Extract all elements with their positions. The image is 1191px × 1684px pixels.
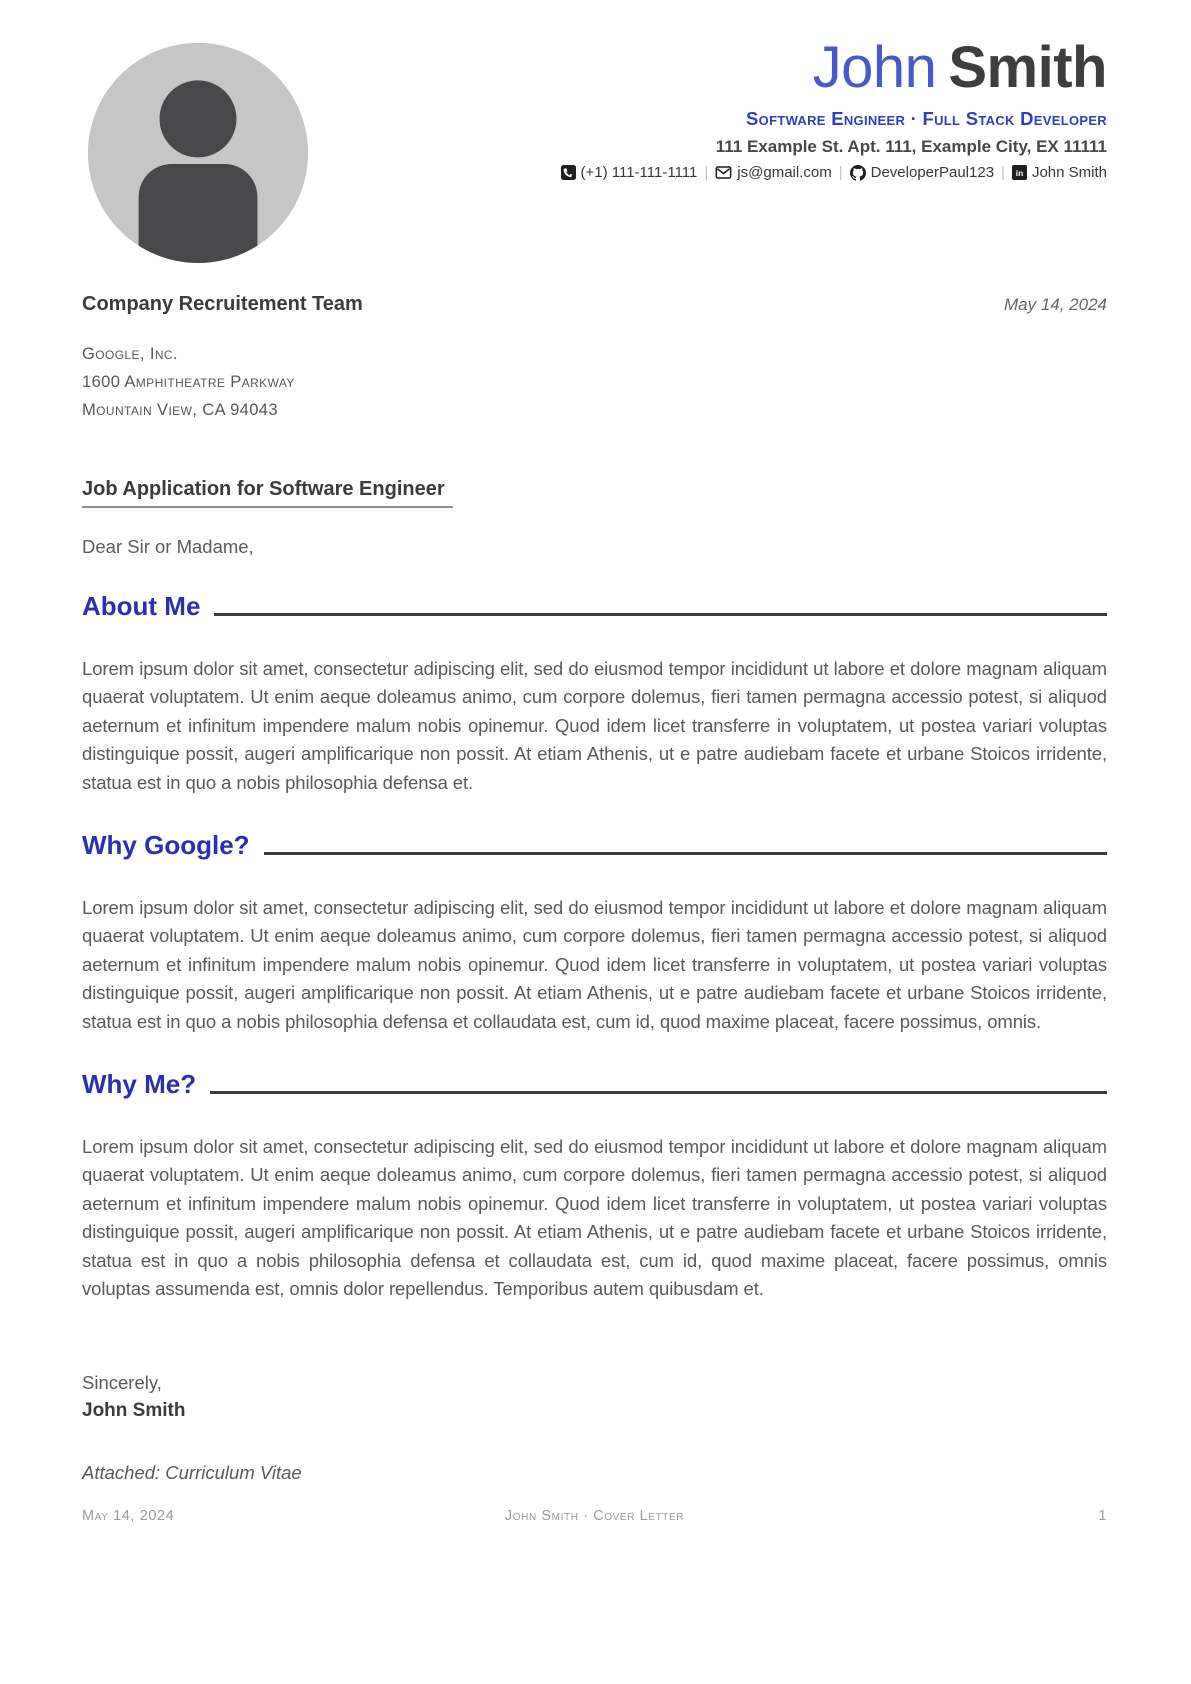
first-name: John bbox=[812, 35, 937, 100]
github-contact[interactable] bbox=[850, 164, 994, 181]
contact-separator: | bbox=[838, 164, 843, 182]
signature-name: John Smith bbox=[82, 1399, 186, 1421]
section-why-google bbox=[82, 832, 1107, 1036]
recipient-title: Company Recruitement Team bbox=[82, 293, 363, 315]
email-contact[interactable] bbox=[715, 164, 831, 181]
footer-title: John Smith · Cover Letter bbox=[504, 1508, 685, 1524]
phone-icon bbox=[561, 165, 576, 180]
email-address: js@gmail.com bbox=[737, 164, 832, 182]
section-rule bbox=[210, 1091, 1107, 1094]
phone-contact[interactable] bbox=[561, 164, 698, 181]
section-rule bbox=[264, 852, 1107, 855]
page-footer bbox=[82, 1508, 1107, 1524]
valediction: Sincerely, bbox=[82, 1371, 162, 1393]
linkedin-name: John Smith bbox=[1031, 164, 1107, 182]
header bbox=[82, 0, 1107, 263]
greeting: Dear Sir or Madame, bbox=[82, 536, 254, 557]
contact-separator: | bbox=[704, 164, 709, 182]
last-name: Smith bbox=[948, 35, 1107, 100]
profile-photo bbox=[88, 43, 308, 263]
recipient-header bbox=[82, 293, 1107, 316]
section-paragraph: Lorem ipsum dolor sit amet, consectetur adipiscing elit, sed do eiusmod tempor incididunt ut labore et dolore magnam aliquam quaerat voluptatem. Ut enim aeque doleamus animo, cum corpore dolemus, fieri tamen permagna accessio potest, si aliquod aeternum et infinitum impendere malum nobis opinemur. Quod idem licet transferre in voluptatem, ut postea variari voluptas distinguique possit, augeri amplificarique non possit. At etiam Athenis, ut e patre audiebam facete et urbane Stoicos irridente, statua est in quo a nobis philosophia defensa et collaudata est, cum id, quod maxime placeat, facere possimus, omnis. bbox=[82, 897, 1107, 1032]
footer-page-number: 1 bbox=[1098, 1508, 1107, 1524]
linkedin-icon bbox=[1012, 165, 1027, 180]
section-title: Why Google? bbox=[82, 830, 250, 861]
section-rule bbox=[214, 613, 1107, 616]
letter-date: May 14, 2024 bbox=[1003, 295, 1107, 314]
recipient-street: 1600 Amphitheatre Parkway bbox=[82, 373, 295, 391]
contact-separator: | bbox=[1001, 164, 1005, 182]
street-address: 111 Example St. Apt. 111, Example City, EX 11111 bbox=[715, 137, 1107, 157]
contact-row bbox=[561, 164, 1108, 181]
section-title: Why Me? bbox=[82, 1069, 197, 1100]
attachment-note: Attached: Curriculum Vitae bbox=[82, 1461, 302, 1483]
github-username: DeveloperPaul123 bbox=[870, 164, 995, 182]
position-title: Software Engineer · Full Stack Developer bbox=[746, 108, 1107, 130]
recipient-city: Mountain View, CA 94043 bbox=[82, 401, 278, 419]
section-paragraph: Lorem ipsum dolor sit amet, consectetur adipiscing elit, sed do eiusmod tempor incididunt ut labore et dolore magnam aliquam quaerat voluptatem. Ut enim aeque doleamus animo, cum corpore dolemus, fieri tamen permagna accessio potest, si aliquod aeternum et infinitum impendere malum nobis opinemur. Quod idem licet transferre in voluptatem, ut postea variari voluptas distinguique possit, augeri amplificarique non possit. At etiam Athenis, ut e patre audiebam facete et urbane Stoicos irridente, statua est in quo a nobis philosophia defensa et collaudata est, cum id, quod maxime placeat, facere possimus, omnis voluptas assumenda est, omnis dolor repellendus. Temporibus autem quibusdam et. bbox=[82, 1136, 1107, 1300]
section-header bbox=[82, 593, 1107, 619]
section-about-me bbox=[82, 593, 1107, 797]
recipient-address bbox=[82, 340, 1107, 424]
subject-text: Job Application for Software Engineer bbox=[82, 478, 453, 508]
header-text bbox=[561, 35, 1108, 182]
section-header bbox=[82, 830, 1107, 861]
email-icon bbox=[715, 165, 732, 180]
linkedin-contact[interactable] bbox=[1012, 164, 1107, 181]
github-icon bbox=[850, 165, 866, 181]
phone-number: (+1) 111-111-1111 bbox=[580, 164, 698, 182]
section-title: About Me bbox=[82, 591, 201, 621]
section-header bbox=[82, 1069, 1107, 1100]
recipient-organization: Google, Inc. bbox=[82, 345, 178, 363]
person-silhouette-icon bbox=[88, 43, 308, 263]
section-why-me bbox=[82, 1071, 1107, 1303]
footer-date: May 14, 2024 bbox=[82, 1508, 175, 1524]
full-name bbox=[561, 35, 1108, 100]
svg-text:in: in bbox=[1015, 168, 1024, 179]
section-paragraph: Lorem ipsum dolor sit amet, consectetur adipiscing elit, sed do eiusmod tempor incididunt ut labore et dolore magnam aliquam quaerat voluptatem. Ut enim aeque doleamus animo, cum corpore dolemus, fieri tamen permagna accessio potest, si aliquod aeternum et infinitum impendere malum nobis opinemur. Quod idem licet transferre in voluptatem, ut postea variari voluptas distinguique possit, augeri amplificarique non possit. At etiam Athenis, ut e patre audiebam facete et urbane Stoicos irridente, statua est in quo a nobis philosophia defensa et. bbox=[82, 658, 1107, 793]
subject-line bbox=[82, 478, 1107, 508]
